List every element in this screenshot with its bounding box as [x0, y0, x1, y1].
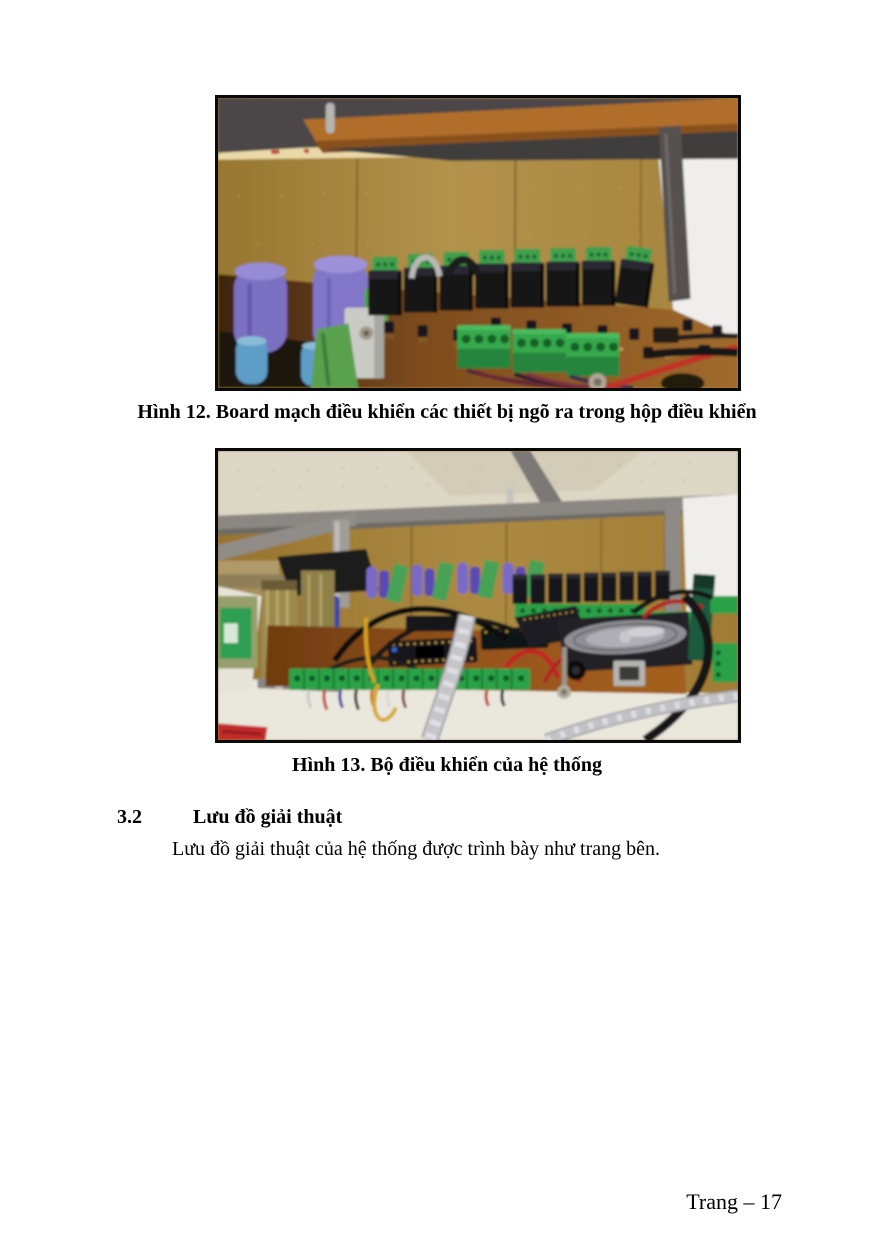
figure-12-photo — [215, 95, 741, 391]
figure-12-illustration — [218, 98, 738, 388]
figure-13-illustration — [218, 451, 738, 740]
page-number: Trang – 17 — [686, 1189, 782, 1214]
figure-13-caption: Hình 13. Bộ điều khiển của hệ thống — [291, 754, 603, 776]
figure-13-photo — [215, 448, 741, 743]
section-body: Lưu đồ giải thuật của hệ thống được trình bày như trang bên. — [172, 838, 660, 860]
figure-12-caption: Hình 12. Board mạch điều khiển các thiết bị ngõ ra trong hộp điều khiển — [137, 401, 757, 423]
section-title: Lưu đồ giải thuật — [193, 806, 343, 828]
section-heading — [117, 804, 342, 830]
section-number: 3.2 — [117, 806, 142, 828]
